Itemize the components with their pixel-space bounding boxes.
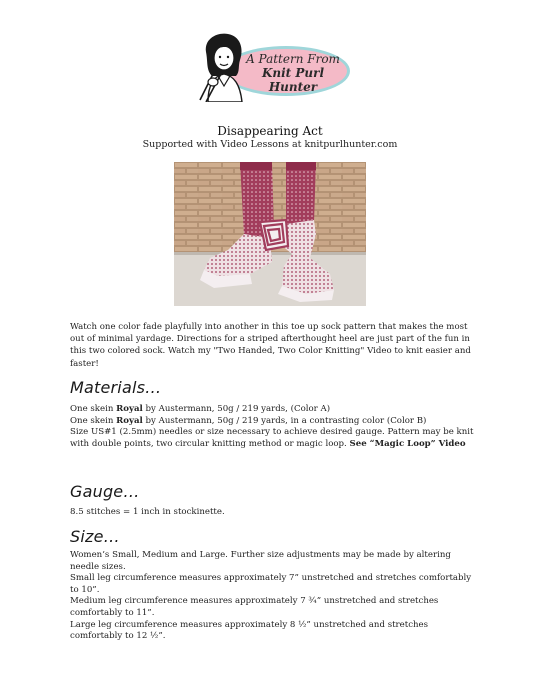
logo-line-2: Knit Purl Hunter (261, 66, 325, 94)
materials-list (70, 404, 480, 450)
sock-photo (174, 162, 366, 306)
logo-line-1: A Pattern From (246, 52, 340, 66)
size-line-4: Large leg circumference measures approximately 8 ½” unstretched and stretches comfortably to 12 ½”. (70, 619, 429, 642)
yarn-name-1: Royal (116, 404, 143, 414)
gauge-heading: Gauge… (70, 482, 140, 501)
knit-purl-hunter-logo (196, 30, 356, 102)
vintage-lady-icon (196, 30, 252, 102)
size-heading: Size… (70, 527, 120, 546)
intro-paragraph: Watch one color fade playfully into another in this toe up sock pattern that makes the most out of minimal yardage. Directions for a striped afterthought heel are just part of the fun in this two colored sock. Watch my "Two Handed, Two Color Knitting" Video to knit easier and faster! (70, 322, 471, 369)
gauge-text: 8.5 stitches = 1 inch in stockinette. (70, 507, 225, 517)
materials-item-2-post: by Austermann, 50g / 219 yards, in a contrasting color (Color B) (142, 415, 427, 426)
pattern-title: Disappearing Act (217, 124, 323, 138)
materials-item-1-pre: One skein (70, 404, 117, 414)
materials-item-1-post: by Austermann, 50g / 219 yards, (Color A) (142, 404, 331, 414)
size-line-3: Medium leg circumference measures approximately 7 ¾” unstretched and stretches comfortably to 11”. (70, 596, 439, 618)
pattern-subtitle: Supported with Video Lessons at knitpurlhunter.com (142, 139, 398, 150)
materials-item-1 (70, 404, 480, 416)
logo-text (238, 52, 348, 94)
materials-item-2 (70, 416, 480, 428)
materials-item-3 (70, 427, 480, 450)
materials-item-2-pre: One skein (70, 415, 117, 426)
size-list (70, 550, 480, 643)
size-line-2: Small leg circumference measures approximately 7” unstretched and stretches comfortably to 10”. (70, 573, 472, 595)
materials-heading: Materials… (70, 378, 162, 397)
sock-photo-image (174, 162, 366, 306)
yarn-name-2: Royal (116, 415, 143, 426)
magic-loop-video-link[interactable]: See “Magic Loop” Video (349, 438, 466, 449)
size-line-1: Women’s Small, Medium and Large. Further size adjustments may be made by altering needle sizes. (70, 550, 451, 572)
needle-info: Size US#1 (2.5mm) needles or size necessary to achieve desired gauge. Pattern may be knit with double points, two circular knitting method or magic loop. (70, 427, 474, 449)
